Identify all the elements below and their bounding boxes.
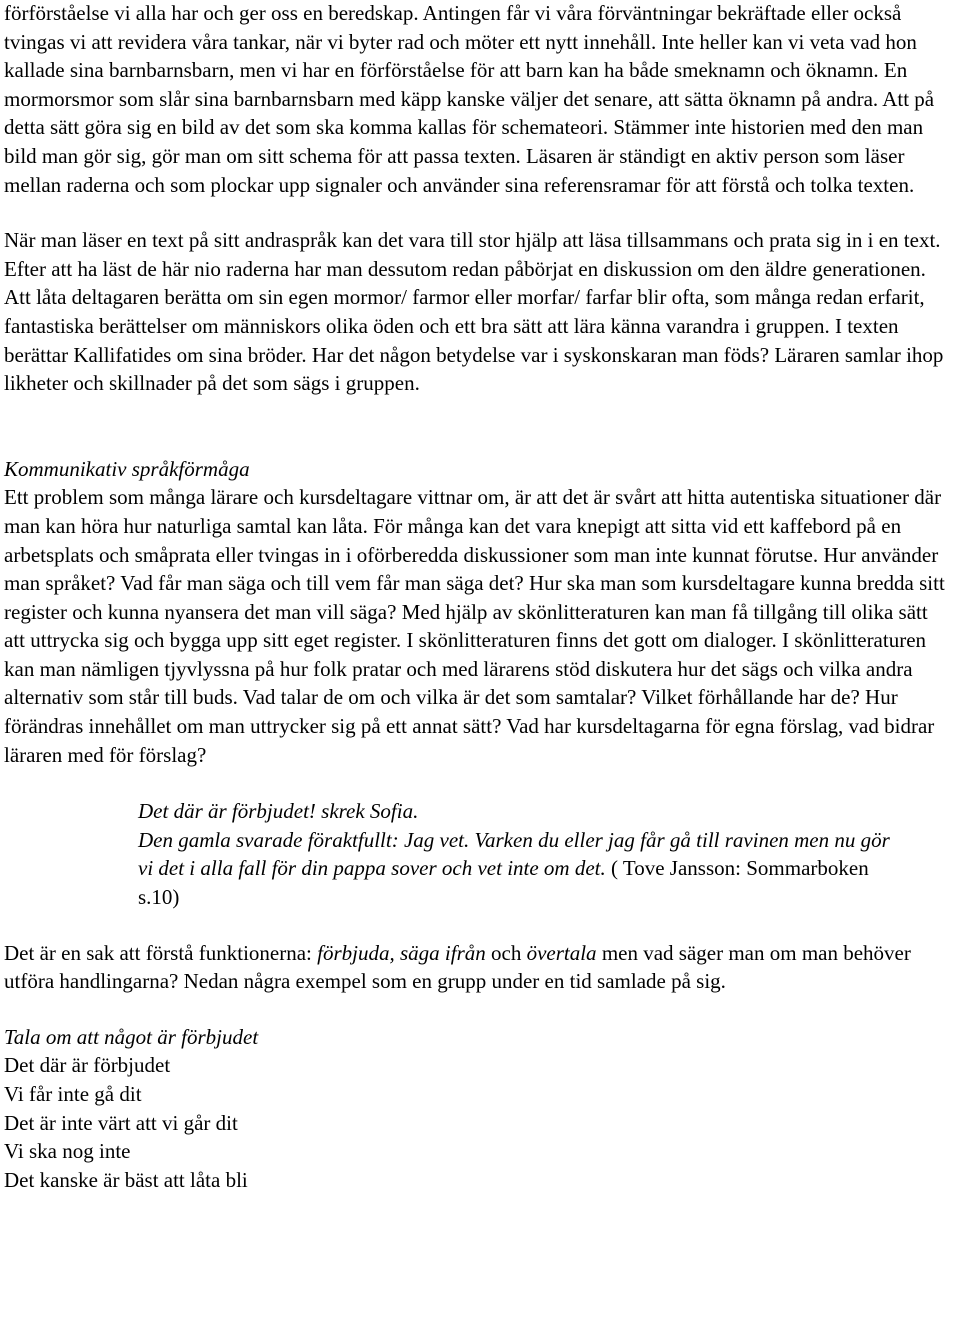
quote-line-2: Den gamla svarade föraktfullt: Jag vet. Varken du eller jag får gå till ravinen men nu gör vi det i alla fall för din pappa sover och vet inte om det. bbox=[138, 827, 890, 881]
paragraph-functions bbox=[4, 939, 948, 996]
example-line: Vi ska nog inte bbox=[4, 1139, 131, 1164]
quote-line-1: Det där är förbjudet! skrek Sofia. bbox=[138, 799, 419, 824]
functions-text-3: men vad säger man om man behöver utföra handlingarna? Nedan några exempel som en grupp under en tid samlade på sig. bbox=[4, 940, 911, 994]
functions-italic-2: övertala bbox=[526, 940, 597, 965]
quote-citation: ( Tove Jansson: Sommarboken s.10) bbox=[138, 856, 869, 910]
paragraph-second-language-reading: När man läser en text på sitt andraspråk kan det vara till stor hjälp att läsa tillsammans och prata sig in i en text. Efter att ha läst de här nio raderna har man dessutom redan påbörjat en diskussion om den äldre generationen. Att låta deltagaren berätta om sin egen mormor/ farmor eller morfar/ farfar blir ofta, som många redan erfarit, fantastiska berättelser om människors olika öden och ett bra sätt att lära känna varandra i gruppen. I texten berättar Kallifatides om sina bröder. Har det någon betydelse var i syskonskaran man föds? Läraren samlar ihop likheter och skillnader på det som sägs i gruppen. bbox=[4, 228, 944, 396]
paragraph-schema-theory: förförståelse vi alla har och ger oss en beredskap. Antingen får vi våra förväntningar bekräftade eller också tvingas vi att revidera våra tankar, när vi byter rad och möter ett nytt innehåll. Inte heller kan vi veta vad hon kallade sina barnbarnsbarn, men vi har en förförståelse för att barn kan ha både smeknamn och öknamn. En mormorsmor som slår sina barnbarnsbarn med käpp kanske väljer det senare, att sätta öknamn på andra. Att på detta sätt göra sig en bild av det som ska komma kallas för schemateori. Stämmer inte historien med den man bild man gör sig, gör man om sitt schema för att passa texten. Läsaren är ständigt en aktiv person som läser mellan raderna och som plockar upp signaler och använder sina referensramar för att förstå och tolka texten. bbox=[4, 1, 935, 197]
section-heading-communicative: Kommunikativ språkförmåga bbox=[4, 456, 250, 481]
functions-text-2: och bbox=[485, 940, 527, 965]
functions-italic-1: förbjuda, säga ifrån bbox=[317, 940, 486, 965]
section-heading-forbidden: Tala om att något är förbjudet bbox=[4, 1024, 259, 1049]
example-line: Det där är förbjudet bbox=[4, 1053, 171, 1078]
example-line: Det är inte värt att vi går dit bbox=[4, 1110, 238, 1135]
example-line: Vi får inte gå dit bbox=[4, 1082, 142, 1106]
quote-block bbox=[138, 797, 900, 911]
paragraph-communicative-ability: Ett problem som många lärare och kursdeltagare vittnar om, är att det är svårt att hitta autentiska situationer där man kan höra hur naturliga samtal kan låta. För många kan det vara knepigt att sitta vid ett kaffebord på en arbetsplats och småprata eller tvingas in i oförberedda diskussioner som man inte kunnat förutse. Hur använder man språket? Vad får man säga och till vem får man säga det? Hur ska man som kursdeltagare kunna bredda sitt register och kunna nyansera det man vill säga? Med hjälp av skönlitteraturen kan man få tillgång till olika sätt att uttrycka sig och bygga upp sitt eget register. I skönlitteraturen finns det gott om dialoger. I skönlitteraturen kan man nämligen tjyvlyssna på hur folk pratar och med lärarens stöd diskutera hur det sägs och vilka andra alternativ som står till buds. Vad talar de om och vilka är det som samtalar? Vilket förhållande har de? Hur förändras innehållet om man uttrycker sig på ett annat sätt? Vad har kursdeltagarna för egna förslag, vad bidrar läraren med för förslag? bbox=[4, 485, 945, 767]
functions-text-1: Det är en sak att förstå funktionerna: bbox=[4, 940, 318, 965]
example-line: Det kanske är bäst att låta bli bbox=[4, 1167, 248, 1192]
